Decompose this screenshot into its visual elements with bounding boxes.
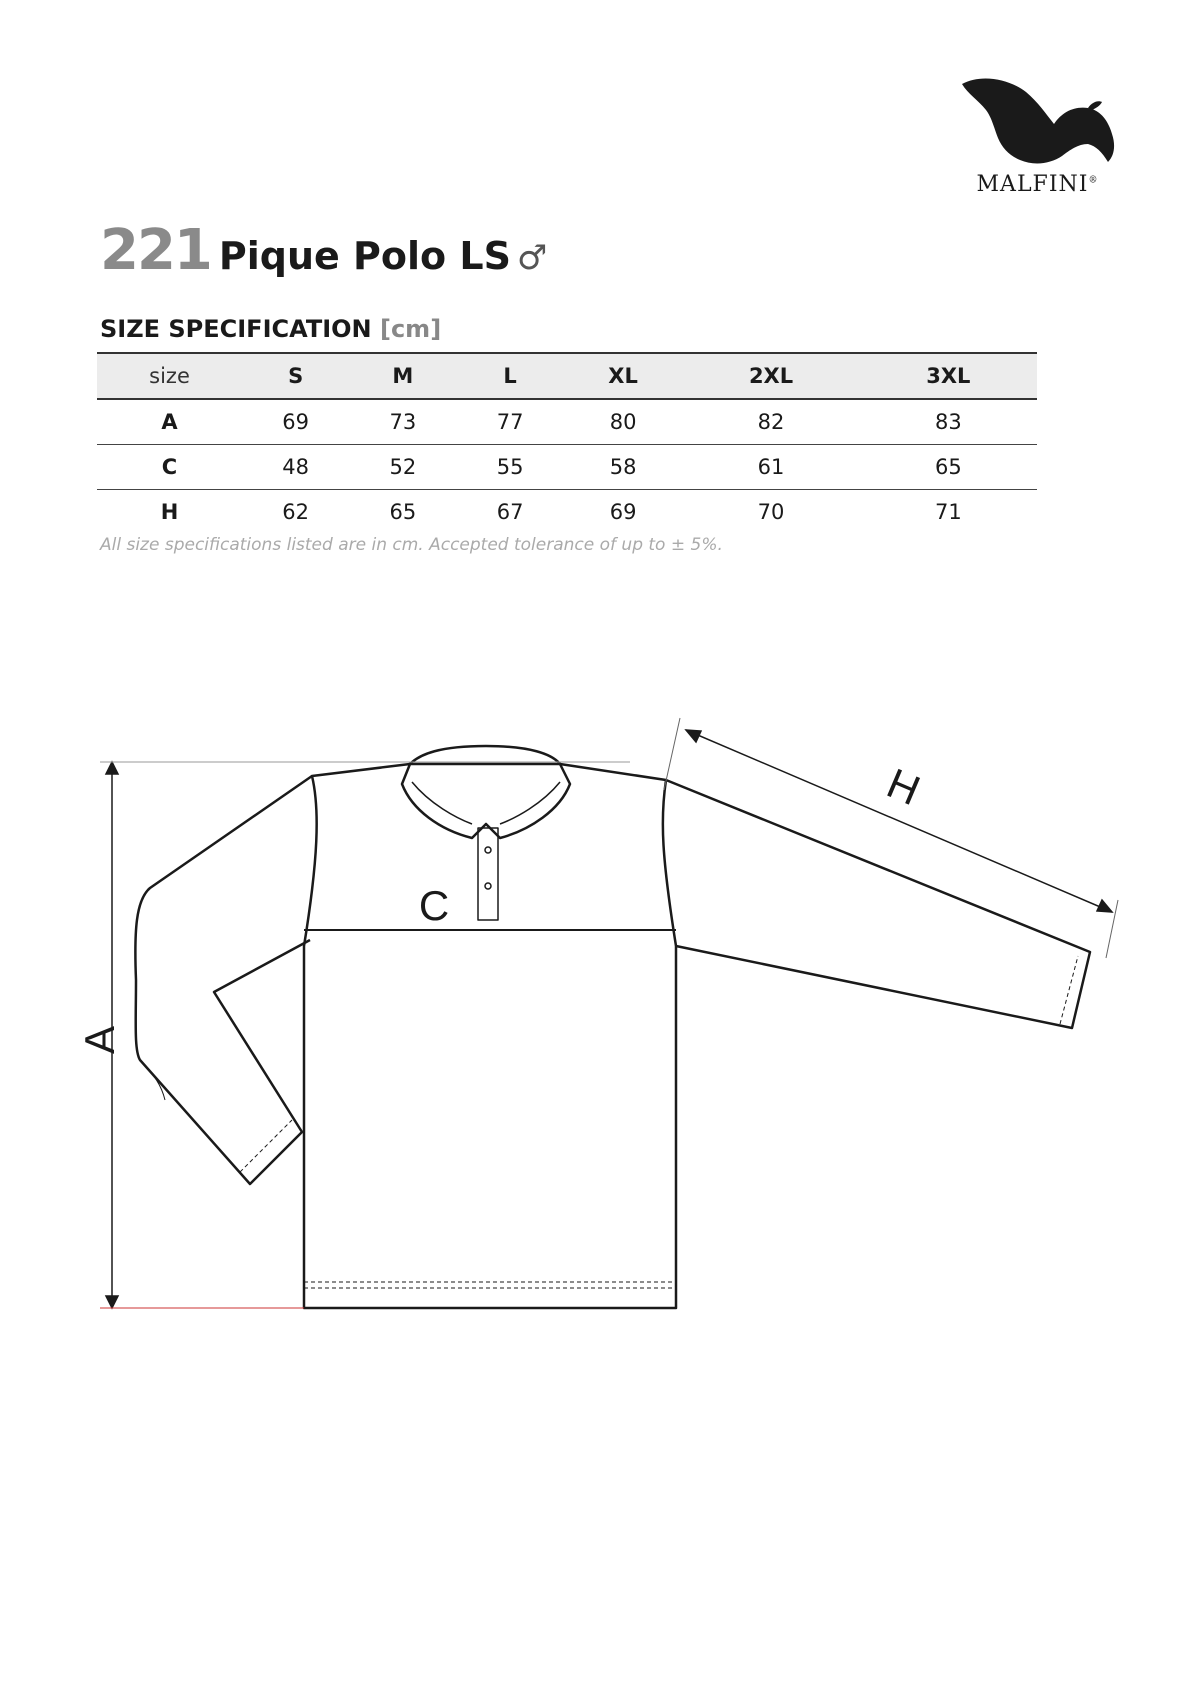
table-cell: 67 bbox=[496, 500, 524, 524]
table-cell: 58 bbox=[609, 455, 637, 479]
table-cell: 83 bbox=[934, 410, 962, 434]
row-label: A bbox=[161, 410, 178, 434]
dimension-c-label: C bbox=[418, 882, 450, 929]
measurement-diagram bbox=[0, 700, 1200, 1340]
size-spec-title bbox=[100, 315, 441, 343]
table-cell: 48 bbox=[282, 455, 309, 479]
tolerance-note: All size specifications listed are in cm. Accepted tolerance of up to ± 5%. bbox=[100, 535, 723, 555]
dimension-h-label: H bbox=[880, 759, 927, 815]
table-row bbox=[97, 399, 1037, 445]
header-2xl: 2XL bbox=[748, 364, 794, 388]
header-m: M bbox=[392, 364, 414, 388]
header-l: L bbox=[503, 364, 517, 388]
table-cell: 52 bbox=[389, 455, 417, 479]
table-cell: 73 bbox=[389, 410, 417, 434]
table-cell: 65 bbox=[934, 455, 962, 479]
brand-name: MALFINI bbox=[976, 172, 1089, 197]
table-cell: 77 bbox=[496, 410, 524, 434]
size-table-header bbox=[97, 353, 1037, 399]
registered-mark: ® bbox=[1088, 175, 1099, 186]
size-table bbox=[97, 352, 1037, 534]
table-cell: 55 bbox=[496, 455, 524, 479]
eagle-icon bbox=[950, 72, 1125, 172]
male-icon: ♂ bbox=[516, 238, 548, 278]
header-xl: XL bbox=[608, 364, 638, 388]
left-sleeve bbox=[135, 776, 312, 1184]
dimension-a-label: A bbox=[76, 1025, 123, 1055]
table-cell: 62 bbox=[282, 500, 309, 524]
row-label: H bbox=[160, 500, 179, 524]
table-cell: 71 bbox=[934, 500, 962, 524]
header-s: S bbox=[288, 364, 304, 388]
right-sleeve bbox=[666, 780, 1090, 1028]
row-label: C bbox=[161, 455, 178, 479]
table-cell: 80 bbox=[609, 410, 637, 434]
page-title bbox=[100, 218, 547, 283]
table-cell: 70 bbox=[757, 500, 785, 524]
table-cell: 69 bbox=[282, 410, 309, 434]
product-number: 221 bbox=[100, 218, 211, 283]
dimension-h-line bbox=[686, 730, 1112, 912]
header-size: size bbox=[149, 364, 190, 388]
table-cell: 61 bbox=[757, 455, 785, 479]
collar bbox=[402, 746, 570, 838]
table-cell: 82 bbox=[757, 410, 785, 434]
table-row bbox=[97, 490, 1037, 535]
size-spec-heading: SIZE SPECIFICATION bbox=[100, 315, 372, 343]
placket bbox=[478, 828, 498, 920]
table-cell: 65 bbox=[389, 500, 417, 524]
product-name: Pique Polo LS bbox=[218, 234, 511, 278]
table-row bbox=[97, 445, 1037, 490]
polo-shirt-drawing bbox=[0, 700, 1200, 1340]
table-cell: 69 bbox=[609, 500, 637, 524]
shirt-body bbox=[304, 764, 676, 1308]
header-3xl: 3XL bbox=[926, 364, 971, 388]
malfini-logo bbox=[950, 72, 1125, 202]
size-spec-unit: [cm] bbox=[379, 315, 442, 343]
